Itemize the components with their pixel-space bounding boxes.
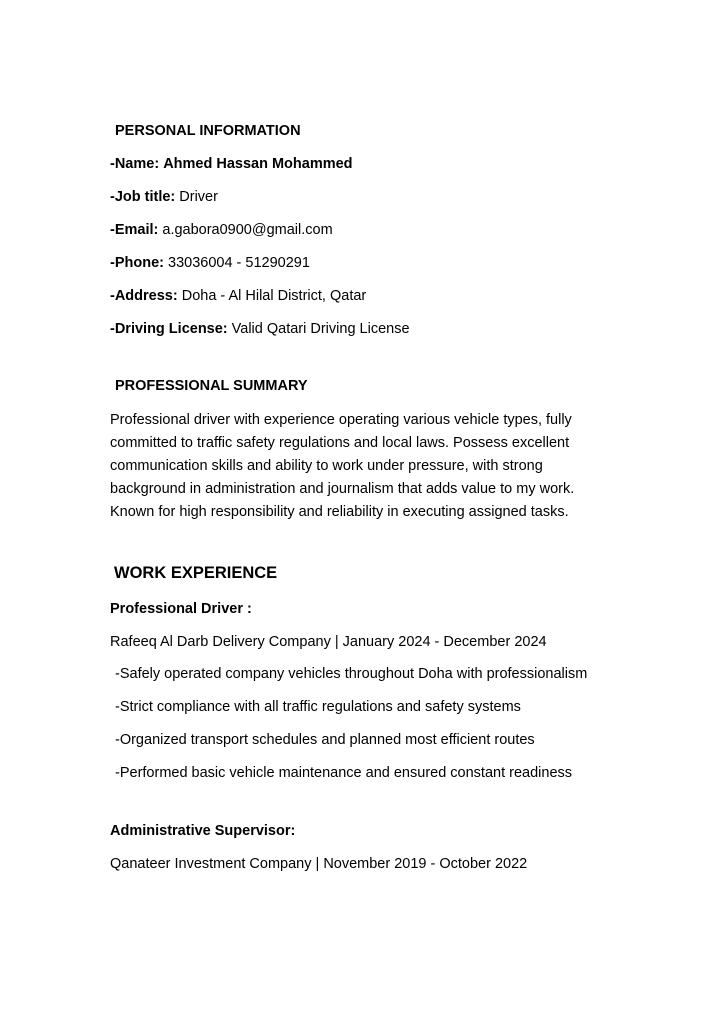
job-bullet: -Strict compliance with all traffic regulations and safety systems: [115, 699, 521, 715]
field-email: [110, 220, 612, 241]
field-phone-label: -Phone:: [110, 255, 164, 271]
field-name: [110, 154, 612, 175]
field-driving-license: [110, 319, 612, 340]
field-job-title-label: -Job title:: [110, 189, 176, 205]
field-name-value: Ahmed Hassan Mohammed: [163, 156, 353, 172]
job-bullet: -Performed basic vehicle maintenance and ensured constant readiness: [115, 765, 573, 781]
field-phone-value: 33036004 - 51290291: [168, 255, 310, 271]
field-driving-license-label: -Driving License:: [110, 321, 228, 337]
job-company-qanateer: Qanateer Investment Company | November 2019 - October 2022: [110, 856, 528, 872]
field-name-label: -Name:: [110, 156, 160, 172]
professional-summary-text: Professional driver with experience operating various vehicle types, fully committed to traffic safety regulations and local laws. Possess excellent communication skills and ability to work under pressure, with strong background in administration and journalism that adds value to my work. Known for high responsibility and reliability in executing assigned tasks.: [110, 412, 575, 520]
field-job-title: [110, 187, 612, 208]
field-phone: [110, 253, 612, 274]
field-driving-license-value: Valid Qatari Driving License: [231, 321, 410, 337]
job-title-professional-driver: Professional Driver :: [110, 601, 252, 617]
professional-summary-heading: PROFESSIONAL SUMMARY: [115, 378, 308, 394]
field-email-label: -Email:: [110, 222, 159, 238]
field-address-label: -Address:: [110, 288, 178, 304]
field-job-title-value: Driver: [179, 189, 218, 205]
job-bullet: -Organized transport schedules and planned most efficient routes: [115, 732, 535, 748]
job-company-rafeeq: Rafeeq Al Darb Delivery Company | January 2024 - December 2024: [110, 634, 547, 650]
job-title-administrative-supervisor: Administrative Supervisor:: [110, 823, 296, 839]
work-experience-heading: WORK EXPERIENCE: [114, 564, 278, 582]
field-address-value: Doha - Al Hilal District, Qatar: [181, 288, 367, 304]
personal-info-heading: PERSONAL INFORMATION: [115, 123, 301, 139]
field-email-value: a.gabora0900@gmail.com: [162, 222, 333, 238]
field-address: [110, 286, 612, 307]
job-bullet: -Safely operated company vehicles throughout Doha with professionalism: [115, 666, 588, 682]
